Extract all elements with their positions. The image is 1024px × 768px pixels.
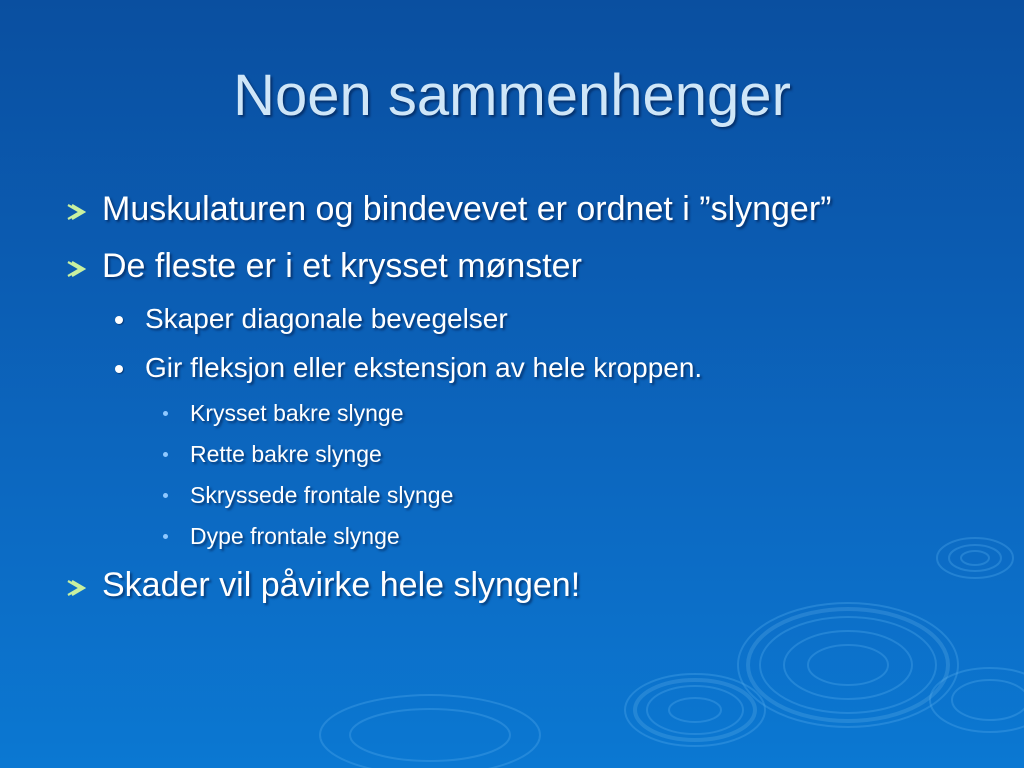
small-dot-bullet-icon [163, 523, 190, 550]
bullet-text: Skryssede frontale slynge [190, 482, 454, 508]
bullet-item [64, 190, 832, 229]
bullet-item [163, 482, 453, 509]
dot-bullet-icon [115, 352, 145, 384]
bullet-item [115, 303, 508, 335]
bullet-item [163, 523, 400, 550]
bullet-text: Krysset bakre slynge [190, 400, 404, 426]
arrow-bullet-icon [64, 190, 102, 229]
arrow-bullet-icon [64, 247, 102, 286]
bullet-text: Skaper diagonale bevegelser [145, 303, 508, 334]
bullet-text: Rette bakre slynge [190, 441, 382, 467]
bullet-item [115, 352, 702, 384]
bullet-item [64, 247, 582, 286]
bullet-text: Muskulaturen og bindevevet er ordnet i ”slynger” [102, 190, 832, 228]
slide-title: Noen sammenhenger [233, 63, 791, 128]
bullet-item [163, 400, 403, 427]
small-dot-bullet-icon [163, 441, 190, 468]
bullet-item [163, 441, 382, 468]
small-dot-bullet-icon [163, 400, 190, 427]
bullet-item [64, 566, 580, 605]
bullet-text: Dype frontale slynge [190, 523, 400, 549]
arrow-bullet-icon [64, 566, 102, 605]
dot-bullet-icon [115, 303, 145, 335]
bullet-text: Skader vil påvirke hele slyngen! [102, 566, 581, 604]
bullet-text: De fleste er i et krysset mønster [102, 247, 582, 285]
small-dot-bullet-icon [163, 482, 190, 509]
bullet-text: Gir fleksjon eller ekstensjon av hele kroppen. [145, 352, 703, 383]
